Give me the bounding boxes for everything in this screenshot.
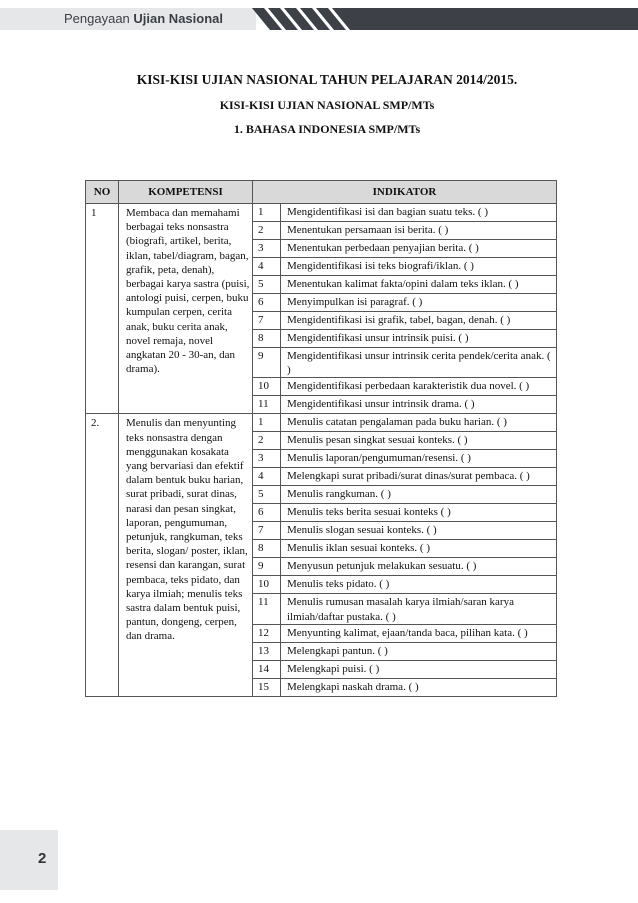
indikator-number: 2 [253,222,281,240]
kompetensi-cell: Membaca dan memahami berbagai teks nonsastra (biografi, artikel, berita, iklan, tabel/diagram, bagan, grafik, peta, denah), berbagai karya sastra (puisi, antologi puisi, cerpen, buku kumpulan cerpen, cerita anak, buku cerita anak, novel remaja, novel angkatan 20 - 30-an, dan drama). [119,204,253,414]
indikator-text: Menulis rangkuman. ( ) [281,486,557,504]
header-kompetensi: KOMPETENSI [119,181,253,204]
indikator-text: Melengkapi naskah drama. ( ) [281,678,557,696]
indikator-text: Mengidentifikasi unsur intrinsik drama. ( ) [281,396,557,414]
indikator-number: 11 [253,594,281,624]
indikator-number: 3 [253,450,281,468]
indikator-text: Melengkapi puisi. ( ) [281,660,557,678]
indikator-number: 7 [253,312,281,330]
indikator-number: 5 [253,486,281,504]
indikator-number: 14 [253,660,281,678]
indikator-text: Menulis laporan/pengumuman/resensi. ( ) [281,450,557,468]
indikator-text: Mengidentifikasi unsur intrinsik puisi. ( ) [281,330,557,348]
table-row [86,414,557,432]
indikator-text: Menentukan persamaan isi berita. ( ) [281,222,557,240]
document-title: KISI-KISI UJIAN NASIONAL TAHUN PELAJARAN 2014/2015. [136,72,518,87]
indikator-number: 9 [253,558,281,576]
header-stripes-graphic [238,8,638,30]
indikator-number: 4 [253,468,281,486]
page-number: 2 [38,850,47,867]
indikator-text: Mengidentifikasi isi teks biografi/iklan. ( ) [281,258,557,276]
header-bold: Ujian Nasional [133,11,223,26]
header-title [64,11,223,26]
indikator-text: Mengidentifikasi isi grafik, tabel, bagan, denah. ( ) [281,312,557,330]
indikator-text: Menulis slogan sesuai konteks. ( ) [281,522,557,540]
indikator-text: Menyusun petunjuk melakukan sesuatu. ( ) [281,558,557,576]
indikator-text: Menyunting kalimat, ejaan/tanda baca, pilihan kata. ( ) [281,624,557,642]
indikator-number: 3 [253,240,281,258]
indikator-number: 8 [253,540,281,558]
indikator-number: 8 [253,330,281,348]
indikator-text: Menulis iklan sesuai konteks. ( ) [281,540,557,558]
kompetensi-cell: Menulis dan menyunting teks nonsastra dengan menggunakan kosakata yang bervariasi dan efektif dalam bentuk buku harian, surat pribadi, surat dinas, narasi dan pesan singkat, laporan, pengumuman, petunjuk, rangkuman, teks berita, slogan/ poster, iklan, resensi dan karangan, surat pembaca, teks pidato, dan karya ilmiah; menulis teks sastra dalam bentuk puisi, pantun, dongeng, cerpen, dan drama. [119,414,253,696]
kisi-kisi-table [85,180,557,697]
document-subtitle: KISI-KISI UJIAN NASIONAL SMP/MTs [219,98,435,112]
table-row [86,204,557,222]
indikator-text: Melengkapi surat pribadi/surat dinas/surat pembaca. ( ) [281,468,557,486]
indikator-text: Menentukan kalimat fakta/opini dalam teks iklan. ( ) [281,276,557,294]
indikator-text: Menentukan perbedaan penyajian berita. ( ) [281,240,557,258]
indikator-number: 1 [253,414,281,432]
indikator-number: 2 [253,432,281,450]
table-header-row [86,181,557,204]
header-no: NO [86,181,119,204]
indikator-text: Menulis teks berita sesuai konteks ( ) [281,504,557,522]
table-body [86,204,557,697]
header-prefix: Pengayaan [64,11,130,26]
indikator-text: Melengkapi pantun. ( ) [281,642,557,660]
indikator-number: 10 [253,576,281,594]
indikator-number: 4 [253,258,281,276]
indikator-text: Menulis rumusan masalah karya ilmiah/saran karya ilmiah/daftar pustaka. ( ) [281,594,557,624]
indikator-number: 11 [253,396,281,414]
indikator-number: 12 [253,624,281,642]
indikator-text: Mengidentifikasi perbedaan karakteristik dua novel. ( ) [281,378,557,396]
indikator-text: Mengidentifikasi unsur intrinsik cerita pendek/cerita anak. ( ) [281,348,557,378]
indikator-text: Menyimpulkan isi paragraf. ( ) [281,294,557,312]
indikator-number: 15 [253,678,281,696]
page-header [0,0,638,36]
page-number-box [0,830,58,890]
row-number: 2. [86,414,119,696]
row-number: 1 [86,204,119,414]
indikator-number: 1 [253,204,281,222]
indikator-number: 7 [253,522,281,540]
indikator-number: 13 [253,642,281,660]
indikator-text: Menulis catatan pengalaman pada buku harian. ( ) [281,414,557,432]
indikator-number: 9 [253,348,281,378]
indikator-number: 10 [253,378,281,396]
indikator-number: 6 [253,294,281,312]
indikator-text: Menulis pesan singkat sesuai konteks. ( ) [281,432,557,450]
header-indikator: INDIKATOR [253,181,557,204]
indikator-number: 5 [253,276,281,294]
indikator-number: 6 [253,504,281,522]
subject-title: 1. BAHASA INDONESIA SMP/MTs [233,122,421,136]
indikator-text: Menulis teks pidato. ( ) [281,576,557,594]
indikator-text: Mengidentifikasi isi dan bagian suatu teks. ( ) [281,204,557,222]
